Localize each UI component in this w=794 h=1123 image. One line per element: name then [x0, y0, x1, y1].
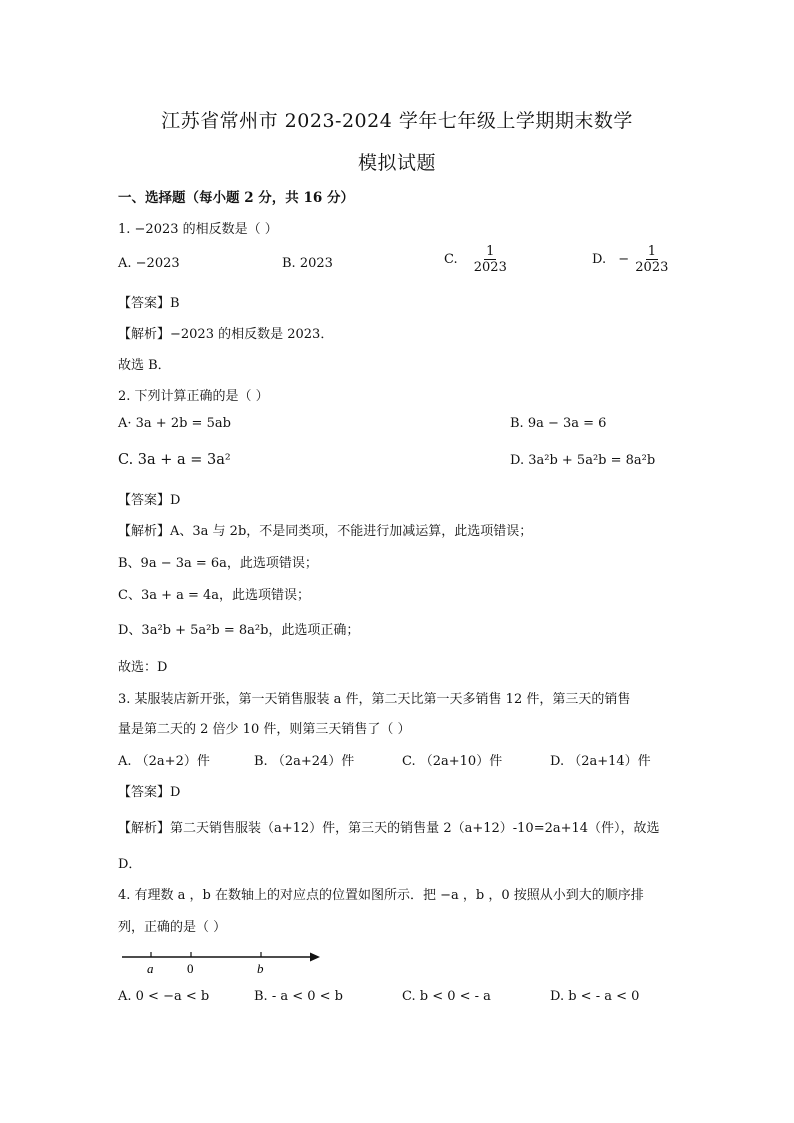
document-title-line1: 江苏省常州市 2023-2024 学年七年级上学期期末数学	[161, 110, 633, 132]
number-line-figure	[118, 946, 328, 976]
q2-option-a: A· 3a + 2b = 5ab	[118, 416, 231, 431]
label-0: 0	[187, 961, 194, 976]
q3-analysis-line2: D．	[118, 857, 142, 872]
q1-option-d-denominator: 2023	[635, 260, 669, 275]
q1-option-d-fraction	[633, 244, 670, 275]
q3-option-c: C. （2a+10）件	[402, 754, 503, 769]
q1-option-d	[592, 244, 670, 275]
q4-option-b: B. - a < 0 < b	[254, 989, 344, 1004]
q1-answer: 【答案】B	[118, 296, 180, 311]
q2-analysis-b: B、9a − 3a = 6a，此选项错误；	[118, 556, 318, 571]
q2-conclusion: 故选：D	[118, 660, 168, 675]
q2-analysis-c: C、3a + a = 4a，此选项错误；	[118, 588, 311, 603]
q1-stem: 1. −2023 的相反数是（ ）	[118, 222, 278, 237]
q3-answer: 【答案】D	[118, 785, 181, 800]
q4-stem-line1: 4. 有理数 a ，b 在数轴上的对应点的位置如图所示．把 −a ，b ，0 按照从小到大的顺序排	[118, 888, 644, 903]
q2-analysis-d: D、3a²b + 5a²b = 8a²b，此选项正确；	[118, 623, 360, 638]
q1-option-d-label: D.	[592, 252, 607, 267]
q2-option-b: B. 9a − 3a = 6	[510, 416, 607, 431]
q1-option-c-denominator: 2023	[473, 260, 507, 275]
q1-analysis: 【解析】−2023 的相反数是 2023．	[118, 327, 334, 342]
q1-option-c-numerator: 1	[486, 244, 495, 259]
q4-stem-line2: 列，正确的是（ ）	[118, 920, 227, 935]
q3-option-b: B. （2a+24）件	[254, 754, 355, 769]
q3-analysis-line1: 【解析】第二天销售服装（a+12）件，第三天的销售量 2（a+12）-10=2a+14（件），故选	[118, 821, 660, 836]
label-a: a	[147, 961, 154, 976]
q1-option-d-numerator: 1	[647, 244, 656, 259]
q2-analysis-a: 【解析】A、3a 与 2b，不是同类项，不能进行加减运算，此选项错误；	[118, 524, 533, 539]
q1-option-d-sign: −	[618, 252, 630, 267]
q4-option-c: C. b < 0 < - a	[402, 989, 491, 1004]
q1-option-c	[444, 244, 509, 275]
q1-option-c-label: C.	[444, 252, 458, 267]
label-b: b	[257, 961, 264, 976]
q1-option-a: A. −2023	[118, 256, 180, 271]
q1-option-b: B. 2023	[282, 256, 333, 271]
number-line-arrow-icon	[310, 953, 320, 962]
q3-stem-line1: 3. 某服装店新开张，第一天销售服装 a 件，第二天比第一天多销售 12 件，第三天的销售	[118, 692, 631, 707]
q3-option-a: A. （2a+2）件	[118, 754, 210, 769]
q2-stem: 2. 下列计算正确的是（ ）	[118, 389, 269, 404]
section-heading: 一、选择题（每小题 2 分，共 16 分）	[118, 190, 354, 206]
q3-option-d: D. （2a+14）件	[550, 754, 651, 769]
q1-option-c-fraction	[472, 244, 509, 275]
q1-conclusion: 故选 B．	[118, 358, 171, 373]
document-title-line2: 模拟试题	[357, 152, 436, 174]
q3-stem-line2: 量是第二天的 2 倍少 10 件，则第三天销售了（ ）	[118, 722, 411, 737]
q2-option-d: D. 3a²b + 5a²b = 8a²b	[510, 453, 656, 468]
q2-option-c: C. 3a + a = 3a²	[118, 452, 231, 468]
q4-option-d: D. b < - a < 0	[550, 989, 640, 1004]
q2-answer: 【答案】D	[118, 493, 181, 508]
q4-option-a: A. 0 < −a < b	[118, 989, 210, 1004]
